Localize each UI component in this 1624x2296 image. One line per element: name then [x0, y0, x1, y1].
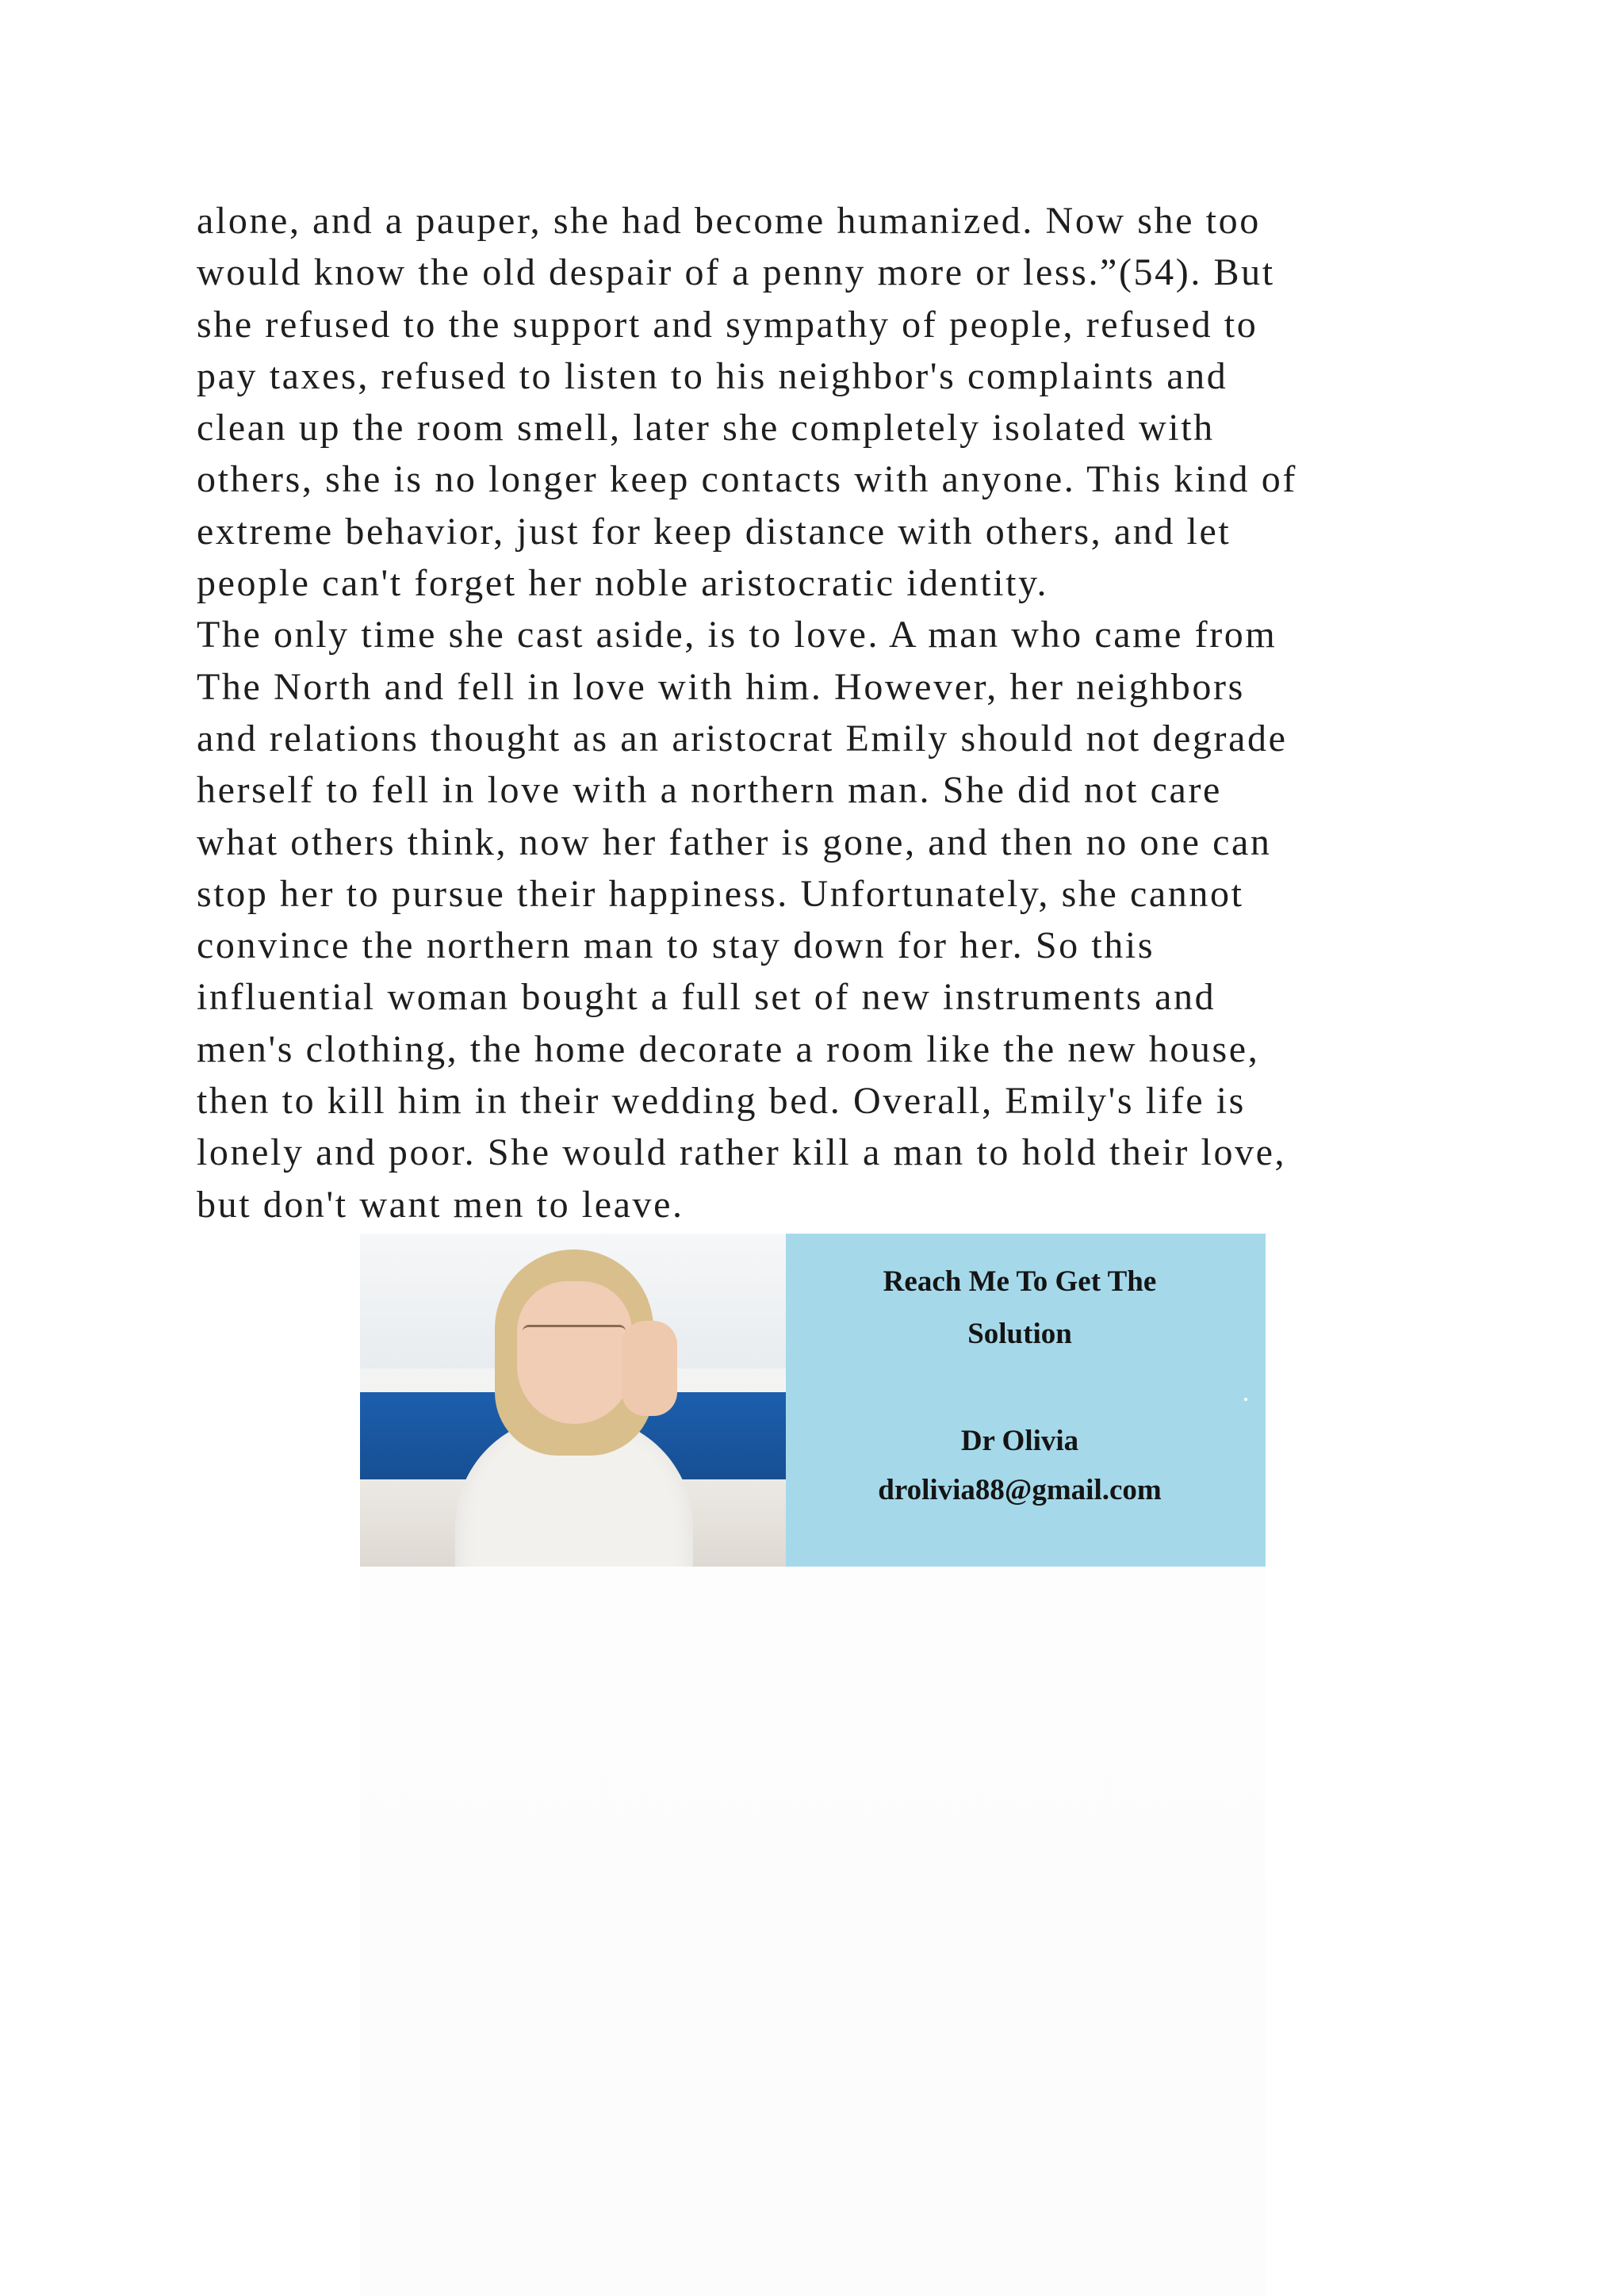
ad-info-panel [786, 1234, 1266, 1567]
text-line: stop her to pursue their happiness. Unfortunately, she cannot [197, 872, 1244, 915]
body-text [197, 195, 1465, 1230]
text-line: then to kill him in their wedding bed. Overall, Emily's life is [197, 1080, 1246, 1123]
text-line: and relations thought as an aristocrat Emily should not degrade [197, 717, 1288, 760]
text-line: herself to fell in love with a northern man. She did not care [197, 769, 1222, 812]
ad-cta-line2: Solution [967, 1318, 1072, 1350]
ad-name: Dr Olivia [960, 1425, 1079, 1457]
text-line: The only time she cast aside, is to love. A man who came from [197, 614, 1277, 656]
ad-email-link[interactable]: drolivia88@gmail.com [878, 1474, 1162, 1506]
photo-person-face [517, 1281, 632, 1424]
text-line: people can't forget her noble aristocratic identity. [197, 562, 1049, 605]
text-line: would know the old despair of a penny more or less.”(54). But [197, 251, 1275, 294]
text-line: alone, and a pauper, she had become humanized. Now she too [197, 200, 1261, 242]
text-line: others, she is no longer keep contacts with anyone. This kind of [197, 458, 1297, 501]
ad-photo [360, 1234, 786, 1567]
text-line: clean up the room smell, later she completely isolated with [197, 407, 1215, 450]
text-line: The North and fell in love with him. However, her neighbors [197, 665, 1245, 708]
text-line: convince the northern man to stay down for her. So this [197, 924, 1155, 967]
text-line: but don't want men to leave. [197, 1183, 684, 1226]
image-bottom-area [360, 1567, 1266, 2296]
stray-dot [1244, 1398, 1247, 1401]
ad-cta [786, 1256, 1254, 1360]
ad-banner[interactable] [360, 1234, 1266, 1567]
photo-glasses [523, 1325, 626, 1349]
photo-hand [622, 1321, 677, 1416]
ad-cta-line1: Reach Me To Get The [883, 1265, 1157, 1298]
text-line: extreme behavior, just for keep distance with others, and let [197, 510, 1231, 553]
text-line: pay taxes, refused to listen to his neighbor's complaints and [197, 354, 1228, 397]
text-line: men's clothing, the home decorate a room like the new house, [197, 1027, 1260, 1070]
text-line: influential woman bought a full set of new instruments and [197, 976, 1216, 1019]
text-line: what others think, now her father is gone, and then no one can [197, 821, 1272, 863]
text-line: she refused to the support and sympathy of people, refused to [197, 303, 1258, 346]
text-line: lonely and poor. She would rather kill a man to hold their love, [197, 1131, 1287, 1174]
